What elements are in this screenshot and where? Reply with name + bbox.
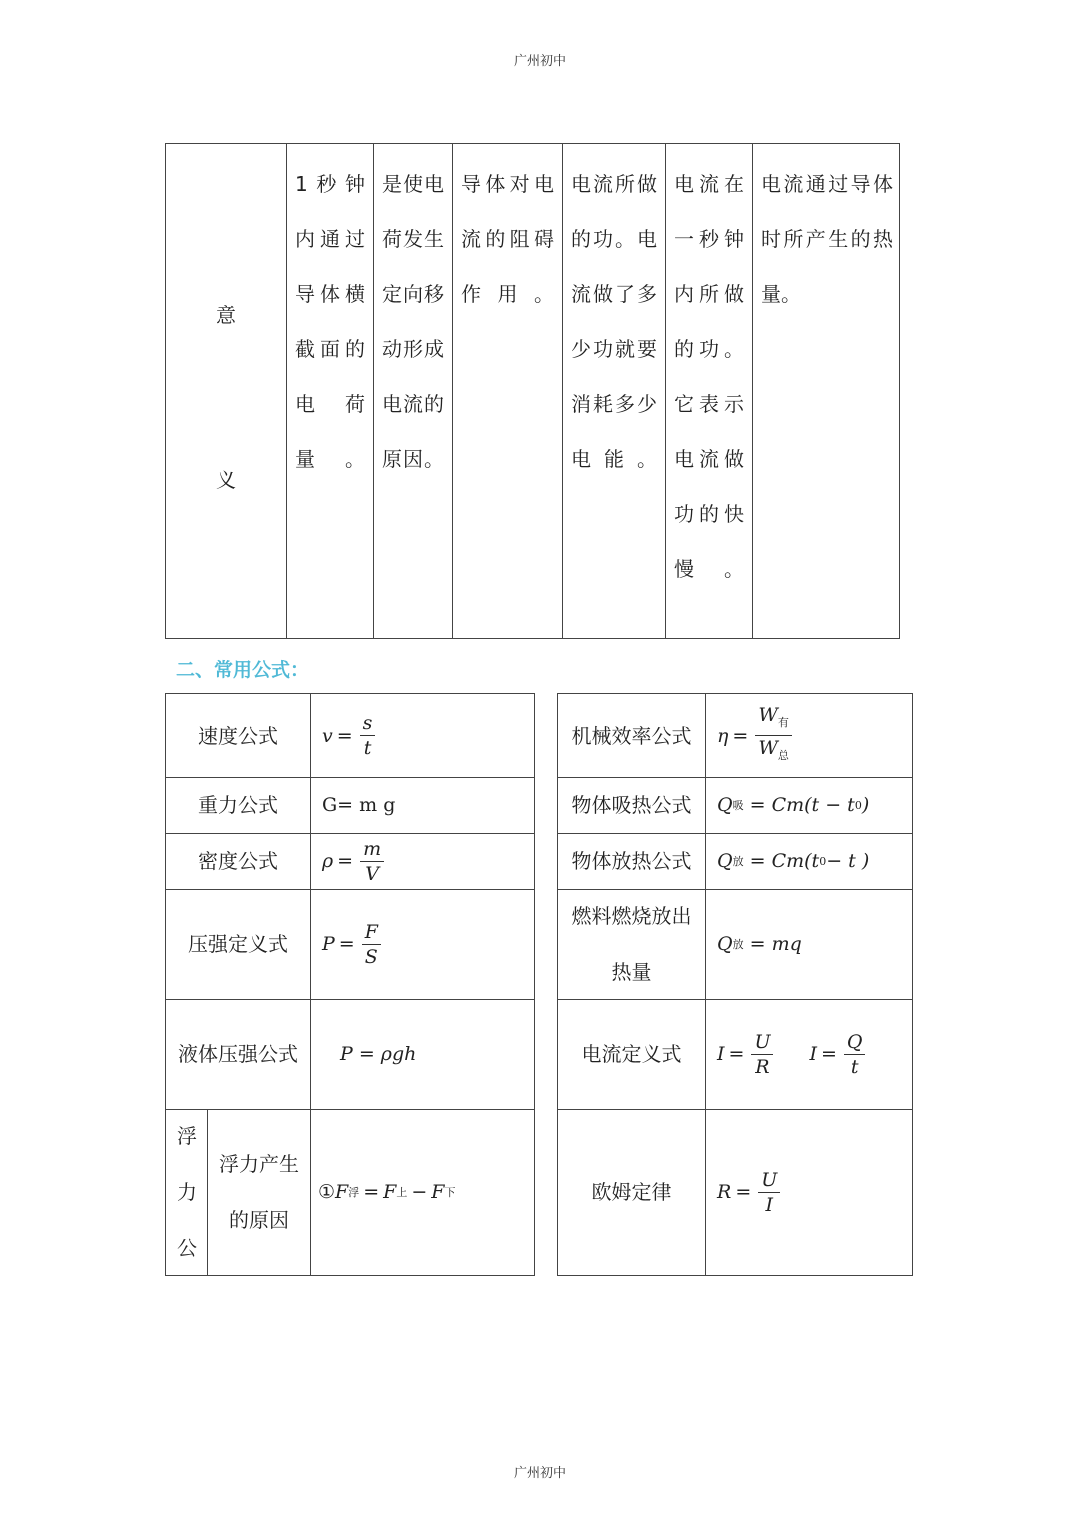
heat-release-formula: Q 放 = Cm(t 0 − t )	[717, 850, 870, 872]
buoyancy-cause-label: 浮力产生的原因	[219, 1152, 299, 1232]
meaning-cell	[286, 144, 373, 638]
gravity-formula: G= m g	[322, 794, 396, 816]
meaning-cell	[452, 144, 562, 638]
meaning-text: 导体对电流的阻碍作用。	[461, 172, 554, 306]
meaning-text: 电流通过导体时所产生的热量。	[761, 172, 893, 306]
meaning-table	[165, 143, 900, 639]
efficiency-formula: η = $\frac{W_有}{W_总}$	[705, 694, 912, 777]
ohm-formula: R = $\frac{U}{I}$	[705, 1109, 912, 1275]
liquid-pressure-formula: P = ρgh	[340, 1043, 417, 1065]
formula-name: 机械效率公式	[571, 723, 692, 748]
page-footer: 广州初中	[513, 1466, 566, 1481]
buoyancy-label: 浮力公	[177, 1124, 197, 1260]
current-formula: I = $\frac{U}{R}$ I = $\frac{Q}{t}$	[705, 999, 912, 1109]
meaning-text: 电流在一秒钟内所做的功。它表示电流做功的快慢。	[674, 172, 744, 581]
meaning-text: 电流所做的功。电流做了多少功就要消耗多少电能。	[571, 172, 657, 471]
formula-name: 电流定义式	[581, 1042, 682, 1066]
heat-absorb-formula: Q 吸 = Cm(t − t 0 )	[717, 794, 870, 816]
row-label-cell	[166, 144, 286, 638]
meaning-cell	[562, 144, 665, 638]
page-header: 广州初中	[513, 54, 566, 69]
speed-formula: v = $\frac{s}{t}$	[310, 694, 534, 777]
formula-name: 物体吸热公式	[571, 793, 692, 817]
formula-name: 欧姆定律	[591, 1180, 672, 1204]
meaning-cell	[752, 144, 901, 638]
formula-name: 燃料燃烧放出热量	[571, 904, 692, 984]
meaning-text: 1秒钟内通过导体横截面的电荷量。	[295, 172, 365, 471]
section-title: 二、常用公式：	[176, 659, 310, 681]
fuel-heat-formula: Q 放 = mq	[717, 933, 802, 955]
formula-table-right	[557, 693, 913, 1276]
row-label-top: 意	[216, 303, 236, 327]
formula-name: 重力公式	[198, 793, 278, 817]
density-formula: ρ = $\frac{m}{V}$	[310, 833, 534, 889]
meaning-text: 是使电荷发生定向移动形成电流的原因。	[382, 172, 444, 471]
formula-name: 液体压强公式	[178, 1042, 298, 1066]
formula-name: 物体放热公式	[571, 849, 692, 873]
formula-name: 速度公式	[198, 723, 278, 748]
formula-table-left	[165, 693, 535, 1276]
pressure-formula: P = $\frac{F}{S}$	[310, 889, 534, 999]
meaning-cell	[373, 144, 452, 638]
row-label-bottom: 义	[216, 468, 236, 492]
meaning-cell	[665, 144, 752, 638]
formula-name: 压强定义式	[188, 932, 288, 956]
formula-name: 密度公式	[198, 849, 278, 873]
buoyancy-formula: ① F 浮 = F 上 − F 下	[318, 1181, 456, 1203]
